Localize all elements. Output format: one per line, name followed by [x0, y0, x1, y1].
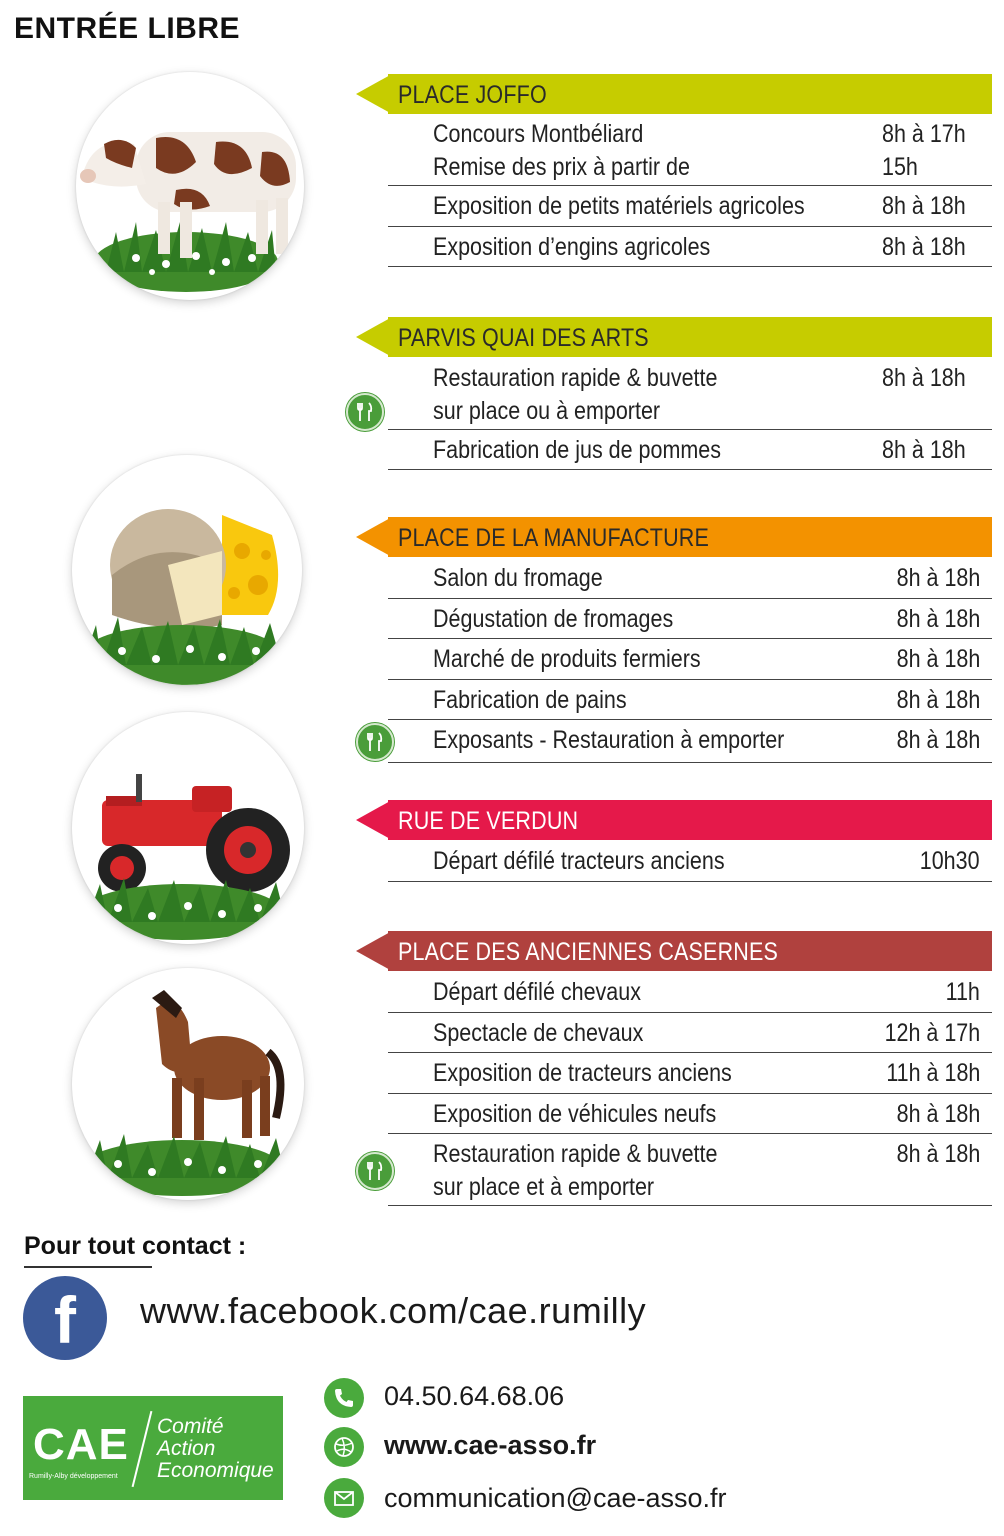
event-time: 8h à 18h [896, 686, 980, 714]
list-item [388, 358, 992, 430]
event-time: 8h à 18h [896, 645, 980, 673]
phone-icon [324, 1378, 364, 1418]
event-name: Exposition de tracteurs anciens [433, 1059, 732, 1087]
contact-title: Pour tout contact : [24, 1232, 247, 1260]
cheese-picture [72, 455, 302, 685]
event-name: Restauration rapide & buvette [433, 364, 718, 392]
section-title: RUE DE VERDUN [398, 807, 579, 835]
list-item [388, 841, 992, 882]
list-item [388, 1094, 992, 1134]
event-name: Exposition de petits matériels agricoles [433, 192, 805, 220]
list-item [388, 114, 992, 186]
mail-icon [324, 1478, 364, 1518]
event-time: 15h [882, 153, 918, 181]
facebook-icon[interactable]: f [23, 1276, 107, 1360]
event-time: 8h à 17h [882, 120, 966, 148]
event-name: Restauration rapide & buvette [433, 1140, 718, 1168]
event-time: 8h à 18h [896, 726, 980, 754]
section-banner-rue-de-verdun [352, 800, 992, 840]
section-title: PARVIS QUAI DES ARTS [398, 324, 649, 352]
list-item [388, 720, 992, 763]
section-title: PLACE JOFFO [398, 81, 547, 109]
event-name: Marché de produits fermiers [433, 645, 701, 673]
list-item [388, 1053, 992, 1094]
event-name: Spectacle de chevaux [433, 1019, 644, 1047]
event-name: Départ défilé chevaux [433, 978, 641, 1006]
list-item [388, 430, 992, 470]
list-item [388, 1134, 992, 1206]
logo-slash [132, 1411, 153, 1487]
section-banner-place-joffo [352, 74, 992, 114]
event-time: 10h30 [920, 847, 980, 875]
logo-word: Economique [157, 1459, 274, 1482]
event-time: 12h à 17h [884, 1019, 980, 1047]
event-name: Salon du fromage [433, 564, 603, 592]
logo-word: Comité [157, 1415, 224, 1438]
event-time: 11h à 18h [885, 1059, 980, 1087]
event-name-detail: sur place ou à emporter [433, 397, 661, 425]
globe-icon [324, 1427, 364, 1467]
section-banner-place-des-anciennes-casernes [352, 931, 992, 971]
list-item [388, 599, 992, 639]
list-item [388, 186, 992, 227]
cow-picture [76, 72, 304, 300]
list-item [388, 972, 992, 1013]
event-time: 8h à 18h [896, 1100, 980, 1128]
section-title: PLACE DE LA MANUFACTURE [398, 524, 710, 552]
food-icon [346, 393, 384, 431]
event-name: Dégustation de fromages [433, 605, 674, 633]
logo-letters: CAE [33, 1420, 129, 1469]
facebook-link[interactable]: www.facebook.com/cae.rumilly [140, 1290, 647, 1331]
list-item [388, 1013, 992, 1053]
event-name: Départ défilé tracteurs anciens [433, 847, 725, 875]
event-name-detail: sur place et à emporter [433, 1173, 655, 1201]
list-item [388, 680, 992, 720]
section-banner-place-de-la-manufacture [352, 517, 992, 557]
tractor-picture [72, 712, 304, 944]
section-title: PLACE DES ANCIENNES CASERNES [398, 938, 778, 966]
event-time: 8h à 18h [896, 1140, 980, 1168]
event-time: 11h [945, 978, 980, 1006]
event-name: Fabrication de jus de pommes [433, 436, 722, 464]
email-link[interactable]: communication@cae-asso.fr [384, 1483, 727, 1513]
phone-number[interactable]: 04.50.64.68.06 [384, 1381, 565, 1411]
horse-picture [72, 968, 304, 1200]
divider [24, 1266, 152, 1268]
cae-logo [23, 1396, 283, 1500]
event-time: 8h à 18h [896, 564, 980, 592]
logo-tagline: Rumilly-Alby développement [29, 1473, 118, 1480]
event-name: Exposition de véhicules neufs [433, 1100, 717, 1128]
event-time: 8h à 18h [882, 436, 966, 464]
logo-words [157, 1416, 274, 1482]
event-time: 8h à 18h [882, 364, 966, 392]
event-time: 8h à 18h [896, 605, 980, 633]
event-time: 8h à 18h [882, 192, 966, 220]
list-item [388, 639, 992, 680]
logo-word: Action [157, 1437, 216, 1460]
event-name: Concours Montbéliard [433, 120, 644, 148]
list-item [388, 558, 992, 599]
list-item [388, 227, 992, 267]
event-name: Exposants - Restauration à emporter [433, 726, 785, 754]
website-link[interactable]: www.cae-asso.fr [384, 1430, 597, 1460]
page-title: ENTRÉE LIBRE [14, 12, 241, 45]
event-name: Fabrication de pains [433, 686, 627, 714]
event-time: 8h à 18h [882, 233, 966, 261]
event-name: Remise des prix à partir de [433, 153, 690, 181]
event-name: Exposition d’engins agricoles [433, 233, 711, 261]
section-banner-parvis-quai-des-arts [352, 317, 992, 357]
